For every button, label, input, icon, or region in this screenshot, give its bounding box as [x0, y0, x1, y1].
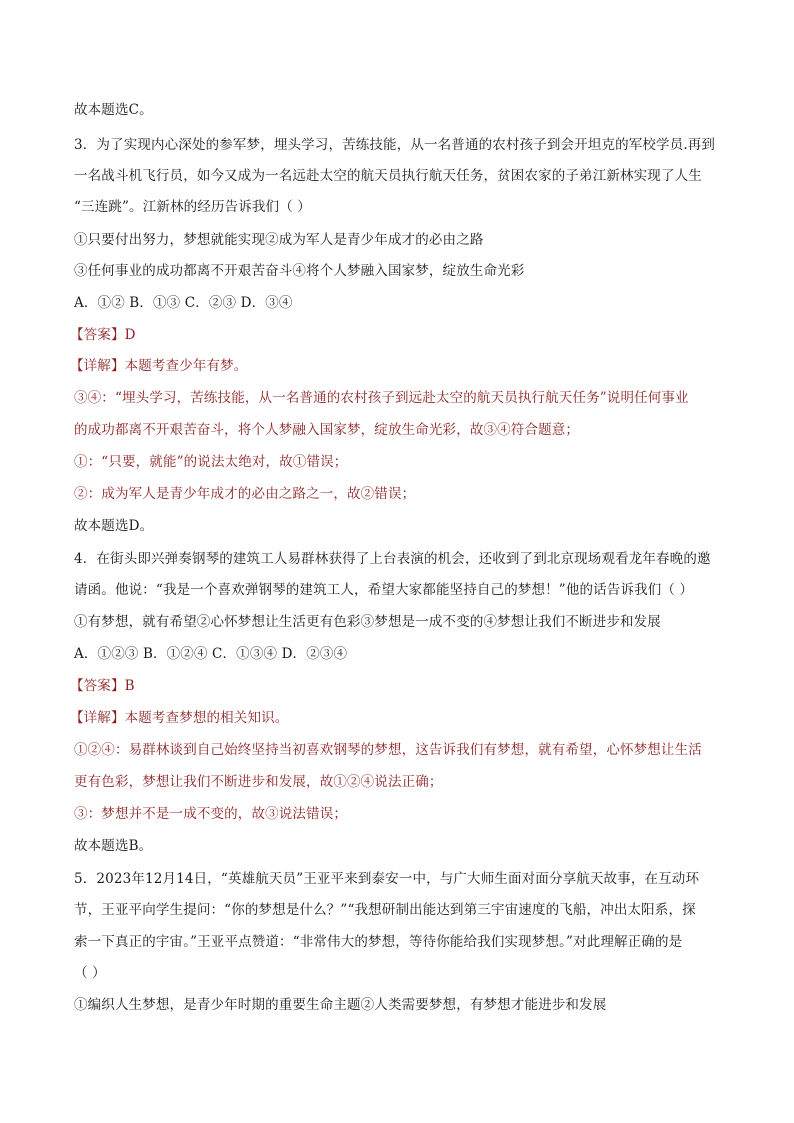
option-line: ③任何事业的成功都离不开艰苦奋斗④将个人梦融入国家梦，绽放生命光彩: [74, 263, 525, 279]
text-line: （ ）: [74, 965, 106, 981]
explanation-line: 更有色彩，梦想让我们不断进步和发展，故①②④说法正确；: [74, 774, 443, 790]
explanation-line: [70, 356, 247, 376]
text-line: 节，王亚平向学生提问：“你的梦想是什么？”“我想研制出能达到第三宇宙速度的飞船，冲出太阳系，探: [74, 902, 696, 918]
answer-value: B: [124, 678, 135, 694]
text-line: “三连跳”。江新林的经历告诉我们（ ）: [74, 199, 311, 215]
answer-line: [70, 676, 135, 696]
explanation-tag: 【详解】: [70, 710, 125, 726]
explanation-text: 本题考查梦想的相关知识。: [124, 710, 289, 726]
explanation-line: [70, 708, 288, 728]
explanation-line: ②：成为军人是青少年成才的必由之路之一，故②错误；: [74, 486, 416, 502]
text-line: 一名战斗机飞行员，如今又成为一名远赴太空的航天员执行航天任务，贫困农家的子弟江新林实现了人生: [74, 168, 702, 184]
explanation-text: 本题考查少年有梦。: [124, 358, 248, 374]
choices-line: A．①② B．①③ C．②③ D．③④: [74, 295, 293, 311]
explanation-line: ③：梦想并不是一成不变的，故③说法错误；: [74, 806, 347, 822]
text-line: 故本题选C。: [74, 102, 153, 118]
explanation-line: 的成功都离不开艰苦奋斗，将个人梦融入国家梦，绽放生命光彩，故③④符合题意；: [74, 422, 580, 438]
question-4-line: 4．在街头即兴弹奏钢琴的建筑工人易群林获得了上台表演的机会，还收到了到北京现场观看龙年春晚的邀: [74, 551, 711, 567]
text-line: 索一下真正的宇宙。”王亚平点赞道：“非常伟大的梦想，等待你能给我们实现梦想。”对此理解正确的是: [74, 934, 683, 950]
option-line: ①有梦想，就有希望②心怀梦想让生活更有色彩③梦想是一成不变的④梦想让我们不断进步和发展: [74, 614, 661, 630]
option-line: ①编织人生梦想，是青少年时期的重要生命主题②人类需要梦想，有梦想才能进步和发展: [74, 997, 607, 1013]
answer-tag: 【答案】: [70, 327, 125, 343]
explanation-tag: 【详解】: [70, 358, 125, 374]
conclusion-line: 故本题选B。: [74, 838, 153, 854]
answer-tag: 【答案】: [70, 678, 125, 694]
option-line: ①只要付出努力，梦想就能实现②成为军人是青少年成才的必由之路: [74, 232, 484, 248]
text-line: 请函。他说：“我是一个喜欢弹钢琴的建筑工人，希望大家都能坚持自己的梦想！”他的话告诉我们（ ）: [74, 582, 694, 598]
answer-line: [70, 325, 136, 345]
question-3-line: 3．为了实现内心深处的参军梦，埋头学习，苦练技能，从一名普通的农村孩子到会开坦克的军校学员.再到: [74, 137, 716, 153]
explanation-line: ①②④：易群林谈到自己始终坚持当初喜欢钢琴的梦想，这告诉我们有梦想，就有希望，心怀梦想让生活: [74, 742, 702, 758]
choices-line: A．①②③ B．①②④ C．①③④ D．②③④: [74, 646, 348, 662]
answer-value: D: [124, 327, 136, 343]
conclusion-line: 故本题选D。: [74, 518, 154, 534]
explanation-line: ①：“只要，就能”的说法太绝对，故①错误；: [74, 454, 348, 470]
explanation-line: ③④：“埋头学习，苦练技能，从一名普通的农村孩子到远赴太空的航天员执行航天任务”说明任何事业: [74, 390, 689, 406]
question-5-line: 5．2023年12月14日，“英雄航天员”王亚平来到泰安一中，与广大师生面对面分享航天故事，在互动环: [74, 871, 700, 887]
